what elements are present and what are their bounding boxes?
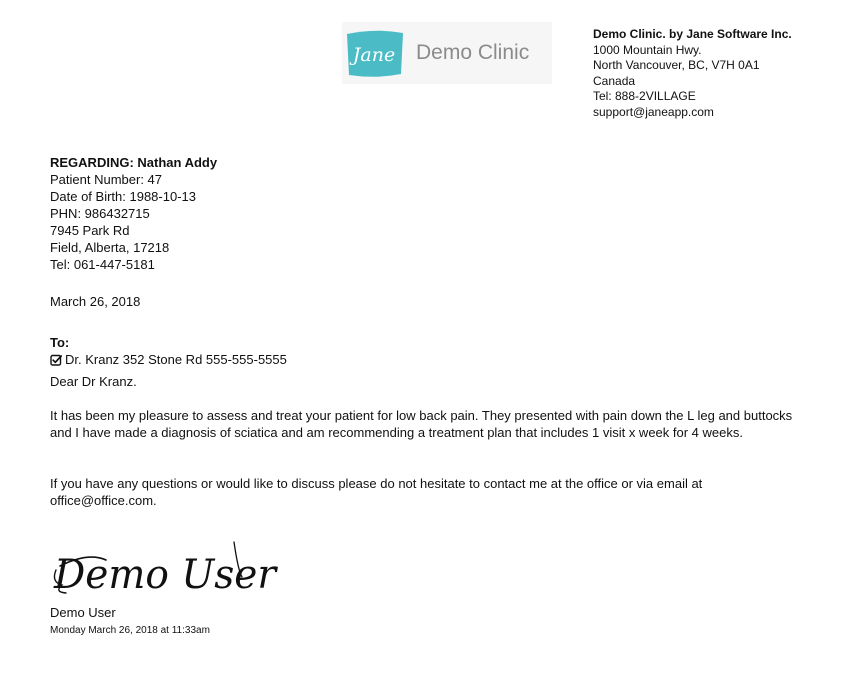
recipient-block	[50, 334, 287, 368]
clinic-address-line2: North Vancouver, BC, V7H 0A1	[593, 58, 760, 72]
signed-timestamp: Monday March 26, 2018 at 11:33am	[50, 625, 210, 636]
logo-clinic-name: Demo Clinic	[416, 41, 530, 64]
salutation: Dear Dr Kranz.	[50, 374, 137, 389]
clinic-email: support@janeapp.com	[593, 104, 714, 119]
recipient-details: Dr. Kranz 352 Stone Rd 555-555-5555	[65, 352, 287, 367]
patient-city: Field, Alberta, 17218	[50, 240, 170, 255]
patient-tel: Tel: 061-447-5181	[50, 257, 155, 272]
regarding-heading: REGARDING: Nathan Addy	[50, 155, 218, 170]
letter-date: March 26, 2018	[50, 294, 141, 309]
checkbox-checked-icon	[50, 354, 62, 366]
letter-paragraph-2: If you have any questions or would like to discuss please do not hesitate to contact me at the office or via email at office@office.com.	[50, 476, 703, 508]
clinic-country: Canada	[593, 73, 636, 88]
recipient-row	[50, 351, 287, 368]
clinic-address-line1: 1000 Mountain Hwy.	[593, 42, 702, 57]
handwritten-signature	[48, 530, 288, 606]
to-label: To:	[50, 335, 70, 350]
patient-street: 7945 Park Rd	[50, 223, 130, 238]
svg-text:Jane: Jane	[352, 44, 396, 66]
clinic-logo	[342, 22, 552, 84]
letter-paragraph-1: It has been my pleasure to assess and treat your patient for low back pain. They presented with pain down the L leg and buttocks and I have made a diagnosis of sciatica and am recommending a treatment plan that includes 1 visit x week for 4 weeks.	[50, 408, 793, 440]
clinic-name: Demo Clinic. by Jane Software Inc.	[593, 27, 792, 41]
patient-dob: Date of Birth: 1988-10-13	[50, 189, 196, 204]
patient-info-block	[50, 154, 217, 273]
patient-number: Patient Number: 47	[50, 172, 163, 187]
patient-phn: PHN: 986432715	[50, 206, 150, 221]
signer-name: Demo User	[50, 605, 116, 620]
svg-text:Demo User: Demo User	[53, 552, 279, 598]
clinic-address-block	[593, 27, 792, 120]
clinic-tel: Tel: 888-2VILLAGE	[593, 89, 696, 103]
jane-logo-icon	[344, 28, 406, 80]
